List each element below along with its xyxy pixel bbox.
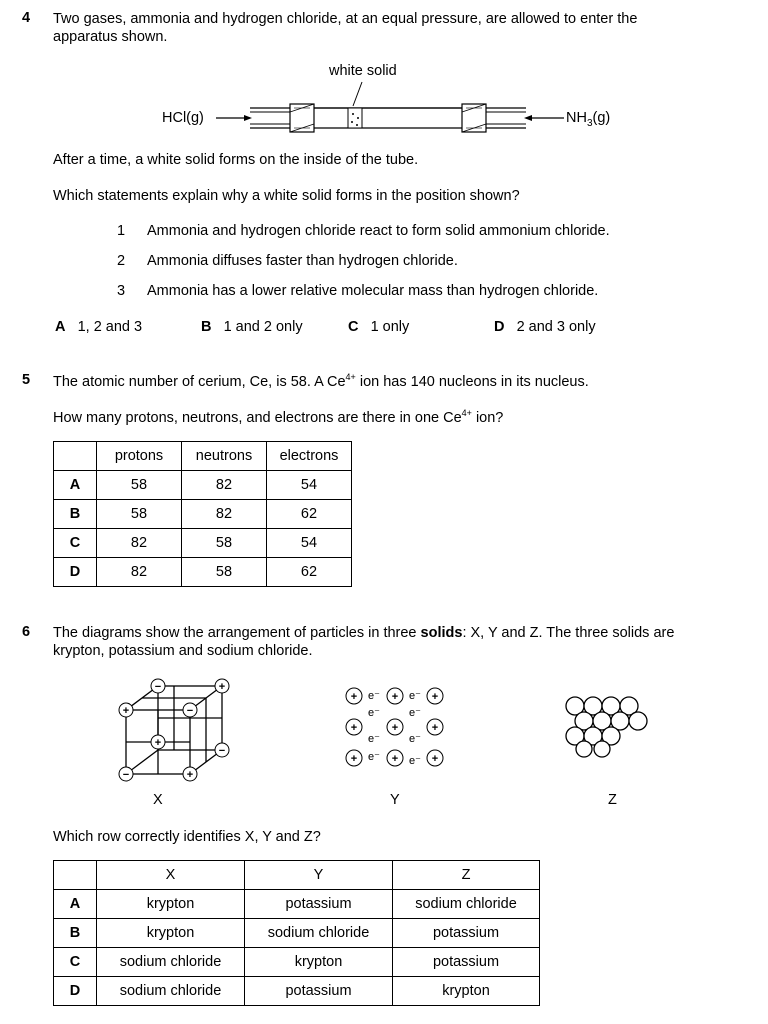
ion-plus bbox=[183, 767, 197, 781]
svg-text:+: + bbox=[186, 769, 194, 781]
q4-question: Which statements explain why a white solid forms in the position shown? bbox=[53, 188, 520, 204]
q4-statements bbox=[117, 223, 610, 313]
metal-ion bbox=[427, 688, 443, 704]
metal-ion bbox=[427, 719, 443, 735]
white-solid-label: white solid bbox=[329, 63, 397, 79]
svg-text:+: + bbox=[350, 691, 358, 703]
label-z: Z bbox=[608, 792, 617, 808]
diagram-z-close-packed-atoms bbox=[562, 694, 666, 758]
table-row[interactable]: C sodium chloride krypton potassium bbox=[54, 948, 540, 977]
table-row[interactable]: B krypton sodium chloride potassium bbox=[54, 919, 540, 948]
svg-text:−: − bbox=[218, 745, 226, 757]
ion-plus bbox=[151, 735, 165, 749]
table-row[interactable]: B 58 82 62 bbox=[54, 500, 352, 529]
ion-minus bbox=[183, 703, 197, 717]
table-row[interactable]: C 82 58 54 bbox=[54, 529, 352, 558]
metal-ion bbox=[346, 688, 362, 704]
header-y: Y bbox=[245, 861, 393, 890]
table-header-row bbox=[54, 442, 352, 471]
svg-text:−: − bbox=[186, 705, 194, 717]
q4-option-b[interactable]: B 1 and 2 only bbox=[201, 319, 303, 335]
ion-plus bbox=[215, 679, 229, 693]
table-row[interactable]: D sodium chloride potassium krypton bbox=[54, 977, 540, 1006]
svg-text:+: + bbox=[431, 691, 439, 703]
metal-ion bbox=[346, 719, 362, 735]
hcl-label: HCl(g) bbox=[162, 110, 204, 126]
ion-plus bbox=[119, 703, 133, 717]
table-header-row bbox=[54, 861, 540, 890]
label-y: Y bbox=[390, 792, 400, 808]
statement-1: 1 Ammonia and hydrogen chloride react to form solid ammonium chloride. bbox=[117, 223, 610, 239]
electron: e⁻ bbox=[368, 707, 380, 719]
q4-text-line1: Two gases, ammonia and hydrogen chloride, at an equal pressure, are allowed to enter the bbox=[53, 11, 638, 27]
table-row[interactable]: A krypton potassium sodium chloride bbox=[54, 890, 540, 919]
svg-text:+: + bbox=[122, 705, 130, 717]
table-row[interactable]: D 82 58 62 bbox=[54, 558, 352, 587]
svg-text:+: + bbox=[431, 722, 439, 734]
ion-minus bbox=[151, 679, 165, 693]
diagram-x-ionic-lattice bbox=[110, 672, 240, 782]
metal-ion bbox=[387, 688, 403, 704]
svg-text:+: + bbox=[350, 753, 358, 765]
q4-number: 4 bbox=[22, 10, 31, 26]
q6-text bbox=[53, 624, 758, 660]
statement-2: 2 Ammonia diffuses faster than hydrogen chloride. bbox=[117, 253, 458, 269]
q4-text bbox=[53, 10, 758, 46]
header-z: Z bbox=[393, 861, 540, 890]
svg-text:−: − bbox=[122, 769, 130, 781]
ion-minus bbox=[215, 743, 229, 757]
electron: e⁻ bbox=[368, 733, 380, 745]
header-neutrons: neutrons bbox=[182, 442, 267, 471]
electron: e⁻ bbox=[409, 733, 421, 745]
svg-text:+: + bbox=[154, 737, 162, 749]
q6-answer-table bbox=[53, 860, 540, 1006]
q4-after-text: After a time, a white solid forms on the inside of the tube. bbox=[53, 152, 419, 168]
svg-text:+: + bbox=[391, 722, 399, 734]
electron: e⁻ bbox=[409, 707, 421, 719]
q4-text-line2: apparatus shown. bbox=[53, 29, 168, 45]
metal-ion bbox=[387, 750, 403, 766]
q4-option-c[interactable]: C 1 only bbox=[348, 319, 410, 335]
svg-text:+: + bbox=[218, 681, 226, 693]
statement-3: 3 Ammonia has a lower relative molecular mass than hydrogen chloride. bbox=[117, 283, 599, 299]
svg-text:−: − bbox=[154, 681, 162, 693]
svg-text:+: + bbox=[431, 753, 439, 765]
electron: e⁻ bbox=[368, 690, 380, 702]
header-protons: protons bbox=[97, 442, 182, 471]
electron: e⁻ bbox=[409, 690, 421, 702]
q6-text-line1: The diagrams show the arrangement of particles in three solids: X, Y and Z. The three solids are bbox=[53, 625, 675, 641]
q6-text-line2: krypton, potassium and sodium chloride. bbox=[53, 643, 313, 659]
q5-question: How many protons, neutrons, and electrons are there in one $Ce^{4+}$ ion? bbox=[53, 408, 504, 426]
metal-ion bbox=[346, 750, 362, 766]
svg-text:+: + bbox=[350, 722, 358, 734]
q6-number: 6 bbox=[22, 624, 31, 640]
label-x: X bbox=[153, 792, 163, 808]
q4-option-a[interactable]: A 1, 2 and 3 bbox=[55, 319, 143, 335]
ion-minus bbox=[119, 767, 133, 781]
header-x: X bbox=[97, 861, 245, 890]
q5-text: The atomic number of cerium, Ce, is 58. A $Ce^{4+}$ ion has 140 nucleons in its nucleus. bbox=[53, 372, 589, 390]
apparatus-diagram bbox=[210, 78, 570, 138]
q4-option-d[interactable]: D 2 and 3 only bbox=[494, 319, 596, 335]
metal-ion bbox=[387, 719, 403, 735]
q6-question: Which row correctly identifies X, Y and Z? bbox=[53, 829, 321, 845]
table-row[interactable]: A 58 82 54 bbox=[54, 471, 352, 500]
electron: e⁻ bbox=[368, 751, 380, 763]
svg-text:+: + bbox=[391, 691, 399, 703]
electron: e⁻ bbox=[409, 755, 421, 767]
header-electrons: electrons bbox=[267, 442, 352, 471]
metal-ion bbox=[427, 750, 443, 766]
diagram-y-metallic-lattice bbox=[340, 682, 450, 772]
q5-number: 5 bbox=[22, 372, 31, 388]
q5-answer-table bbox=[53, 441, 352, 587]
svg-text:+: + bbox=[391, 753, 399, 765]
nh3-label: $NH_3(g)$ bbox=[566, 110, 611, 129]
